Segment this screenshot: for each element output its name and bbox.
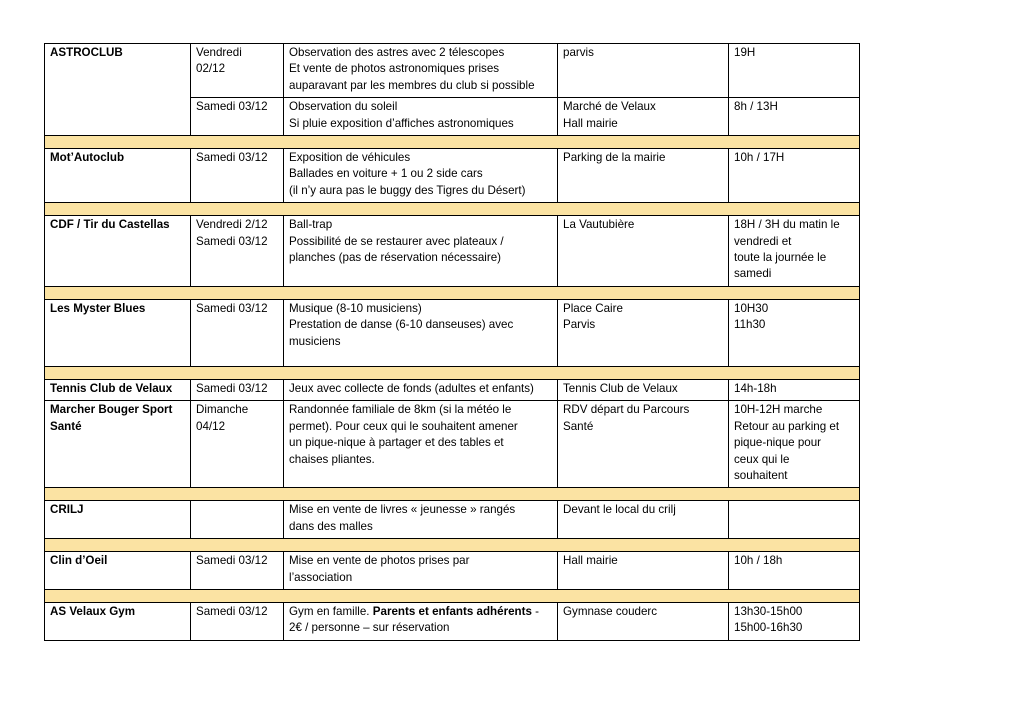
place-cell: La Vautubière	[558, 216, 729, 287]
date-cell: Samedi 03/12	[191, 552, 284, 590]
spacer-row	[45, 203, 860, 216]
club-name: Clin d’Oeil	[45, 552, 191, 590]
bold-emphasis: Parents et enfants adhérents	[372, 604, 532, 618]
date-cell	[191, 501, 284, 539]
club-name: CRILJ	[45, 501, 191, 539]
activity-cell: Randonnée familiale de 8km (si la météo le permet). Pour ceux qui le souhaitent amener un pique-nique à partager et des tables et chaises pliantes.	[284, 401, 558, 488]
date-cell: Samedi 03/12	[191, 299, 284, 366]
activity-cell: Mise en vente de livres « jeunesse » rangés dans des malles	[284, 501, 558, 539]
club-name: Les Myster Blues	[45, 299, 191, 366]
date-cell: Vendredi 2/12 Samedi 03/12	[191, 216, 284, 287]
club-name: Marcher Bouger Sport Santé	[45, 401, 191, 488]
place-cell: Devant le local du crilj	[558, 501, 729, 539]
activity-cell: Observation des astres avec 2 télescopes Et vente de photos astronomiques prises auparavant par les membres du club si possible	[284, 44, 558, 98]
table-row	[45, 602, 860, 640]
place-cell: Place Caire Parvis	[558, 299, 729, 366]
table-row	[45, 379, 860, 400]
table-row	[45, 149, 860, 203]
place-cell: RDV départ du Parcours Santé	[558, 401, 729, 488]
table-row	[45, 501, 860, 539]
place-cell: Hall mairie	[558, 552, 729, 590]
date-cell: Samedi 03/12	[191, 149, 284, 203]
activity-cell: Ball-trap Possibilité de se restaurer avec plateaux / planches (pas de réservation nécessaire)	[284, 216, 558, 287]
place-cell: Gymnase couderc	[558, 602, 729, 640]
club-name: AS Velaux Gym	[45, 602, 191, 640]
spacer-row	[45, 589, 860, 602]
date-cell: Samedi 03/12	[191, 98, 284, 136]
spacer-row	[45, 286, 860, 299]
time-cell: 10h / 18h	[729, 552, 860, 590]
activity-cell: Exposition de véhicules Ballades en voiture + 1 ou 2 side cars (il n’y aura pas le buggy des Tigres du Désert)	[284, 149, 558, 203]
date-cell: Samedi 03/12	[191, 602, 284, 640]
place-cell: Tennis Club de Velaux	[558, 379, 729, 400]
time-cell: 19H	[729, 44, 860, 98]
club-name: Tennis Club de Velaux	[45, 379, 191, 400]
activity-cell: Jeux avec collecte de fonds (adultes et enfants)	[284, 379, 558, 400]
events-table	[44, 43, 860, 641]
table-row	[45, 44, 860, 98]
date-cell: Samedi 03/12	[191, 379, 284, 400]
table-row	[45, 216, 860, 287]
date-cell: Dimanche 04/12	[191, 401, 284, 488]
activity-cell: Musique (8-10 musiciens) Prestation de danse (6-10 danseuses) avec musiciens	[284, 299, 558, 366]
table-row	[45, 299, 860, 366]
table-row	[45, 401, 860, 488]
spacer-row	[45, 539, 860, 552]
activity-cell: Observation du soleil Si pluie exposition d’affiches astronomiques	[284, 98, 558, 136]
spacer-row	[45, 136, 860, 149]
time-cell	[729, 501, 860, 539]
club-name: CDF / Tir du Castellas	[45, 216, 191, 287]
time-cell: 10H30 11h30	[729, 299, 860, 366]
club-name: Mot’Autoclub	[45, 149, 191, 203]
time-cell: 14h-18h	[729, 379, 860, 400]
time-cell: 10H-12H marche Retour au parking et pique-nique pour ceux qui le souhaitent	[729, 401, 860, 488]
place-cell: Parking de la mairie	[558, 149, 729, 203]
time-cell: 18H / 3H du matin le vendredi et toute la journée le samedi	[729, 216, 860, 287]
table-row	[45, 552, 860, 590]
spacer-row	[45, 366, 860, 379]
activity-cell: Gym en famille. Parents et enfants adhérents - 2€ / personne – sur réservation	[284, 602, 558, 640]
activity-cell: Mise en vente de photos prises par l’association	[284, 552, 558, 590]
club-name: ASTROCLUB	[45, 44, 191, 136]
place-cell: Marché de Velaux Hall mairie	[558, 98, 729, 136]
date-cell: Vendredi 02/12	[191, 44, 284, 98]
time-cell: 10h / 17H	[729, 149, 860, 203]
spacer-row	[45, 488, 860, 501]
time-cell: 13h30-15h00 15h00-16h30	[729, 602, 860, 640]
time-cell: 8h / 13H	[729, 98, 860, 136]
place-cell: parvis	[558, 44, 729, 98]
